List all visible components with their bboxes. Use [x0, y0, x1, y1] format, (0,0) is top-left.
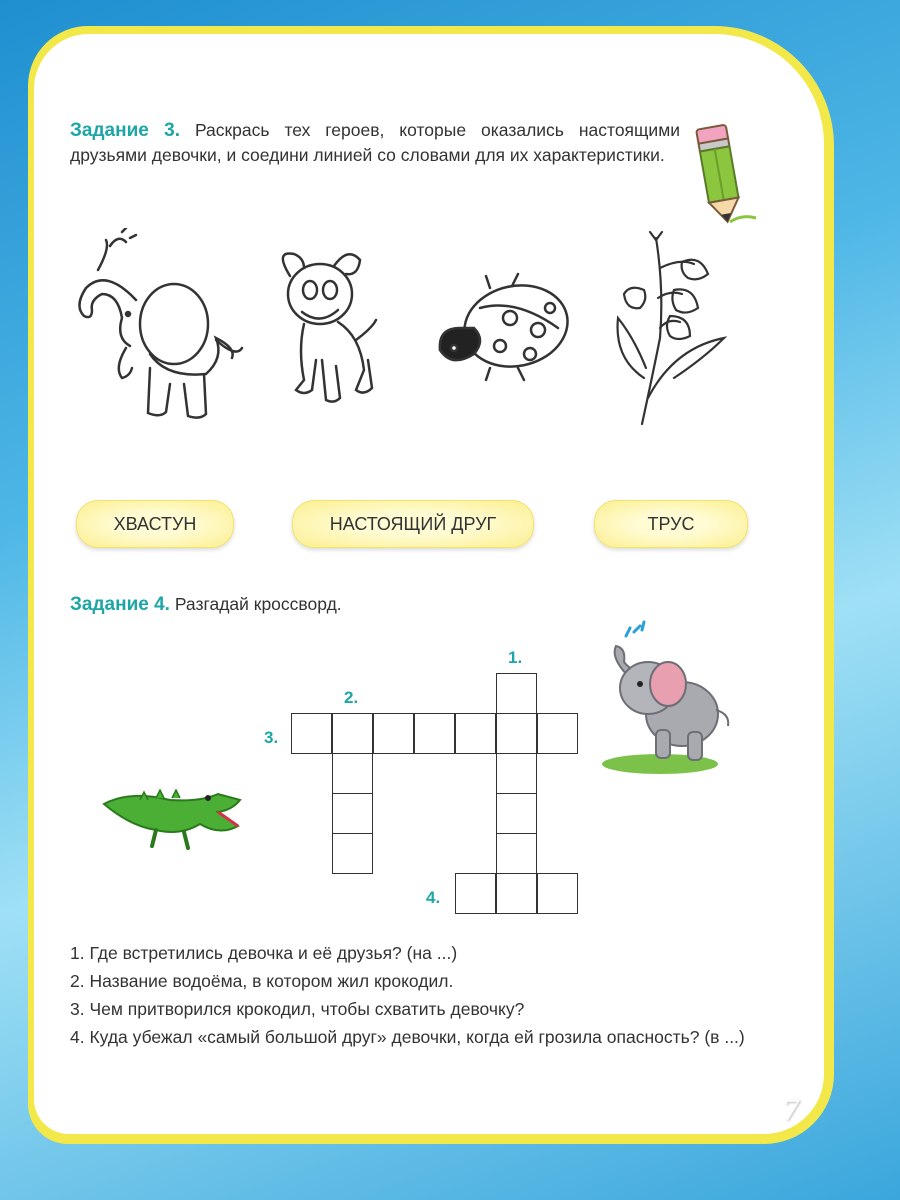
crossword-cell[interactable]: [455, 713, 496, 754]
puppy-outline-figure: [268, 240, 378, 410]
task4-label: Задание 4.: [70, 594, 170, 615]
task4-instruction: Разгадай кроссворд.: [174, 594, 342, 614]
question-2: 2. Название водоёма, в котором жил крокодил.: [70, 971, 454, 991]
label-nastoyashchiy-drug: [292, 500, 534, 548]
crossword-cell[interactable]: [496, 793, 537, 834]
crossword-cell[interactable]: [496, 753, 537, 794]
label-nastoyashchiy-drug-text: НАСТОЯЩИЙ ДРУГ: [329, 513, 497, 534]
crossword-cell[interactable]: [496, 673, 537, 714]
task3-text-block: [70, 118, 680, 168]
bluebell-outline-figure: [604, 228, 734, 428]
crossword-cell[interactable]: [332, 713, 373, 754]
elephant-outline-figure: [66, 228, 246, 428]
crossword-cell[interactable]: [332, 753, 373, 794]
question-3: 3. Чем притворился крокодил, чтобы схватить девочку?: [70, 999, 525, 1019]
ladybug-outline-figure: [430, 268, 580, 388]
crossword-cell[interactable]: [496, 873, 537, 914]
label-hvastun: [76, 500, 234, 548]
task3-label: Задание 3.: [70, 120, 181, 141]
crocodile-color-figure: [100, 780, 244, 854]
label-trus: [594, 500, 748, 548]
question-1: 1. Где встретились девочка и её друзья? (на ...): [70, 943, 458, 963]
crossword-cell[interactable]: [414, 713, 455, 754]
crossword-cell[interactable]: [291, 713, 332, 754]
crossword-number-3: 3.: [264, 728, 279, 747]
page-number: 7: [782, 1094, 800, 1127]
label-trus-text: ТРУС: [647, 513, 695, 534]
label-hvastun-text: ХВАСТУН: [113, 513, 197, 534]
crossword-number-1: 1.: [508, 648, 523, 667]
crossword-number-4: 4.: [426, 888, 441, 907]
task4-text-block: [70, 592, 470, 617]
crossword-cell[interactable]: [537, 873, 578, 914]
crossword-cell[interactable]: [373, 713, 414, 754]
crossword-number-2: 2.: [344, 688, 359, 707]
crossword-cell[interactable]: [496, 713, 537, 754]
task3-instruction: Раскрась тех героев, которые оказались настоящими друзьями девочки, и соедини линией со словами для их характеристики.: [70, 120, 681, 165]
crossword-cell[interactable]: [332, 793, 373, 834]
question-4: 4. Куда убежал «самый большой друг» девочки, когда ей грозила опасность? (в ...): [70, 1027, 745, 1047]
elephant-color-figure: [596, 618, 736, 774]
crossword-cell[interactable]: [455, 873, 496, 914]
crossword-cell[interactable]: [332, 833, 373, 874]
crossword-cell[interactable]: [537, 713, 578, 754]
crossword-cell[interactable]: [496, 833, 537, 874]
pencil-icon: [692, 118, 762, 230]
